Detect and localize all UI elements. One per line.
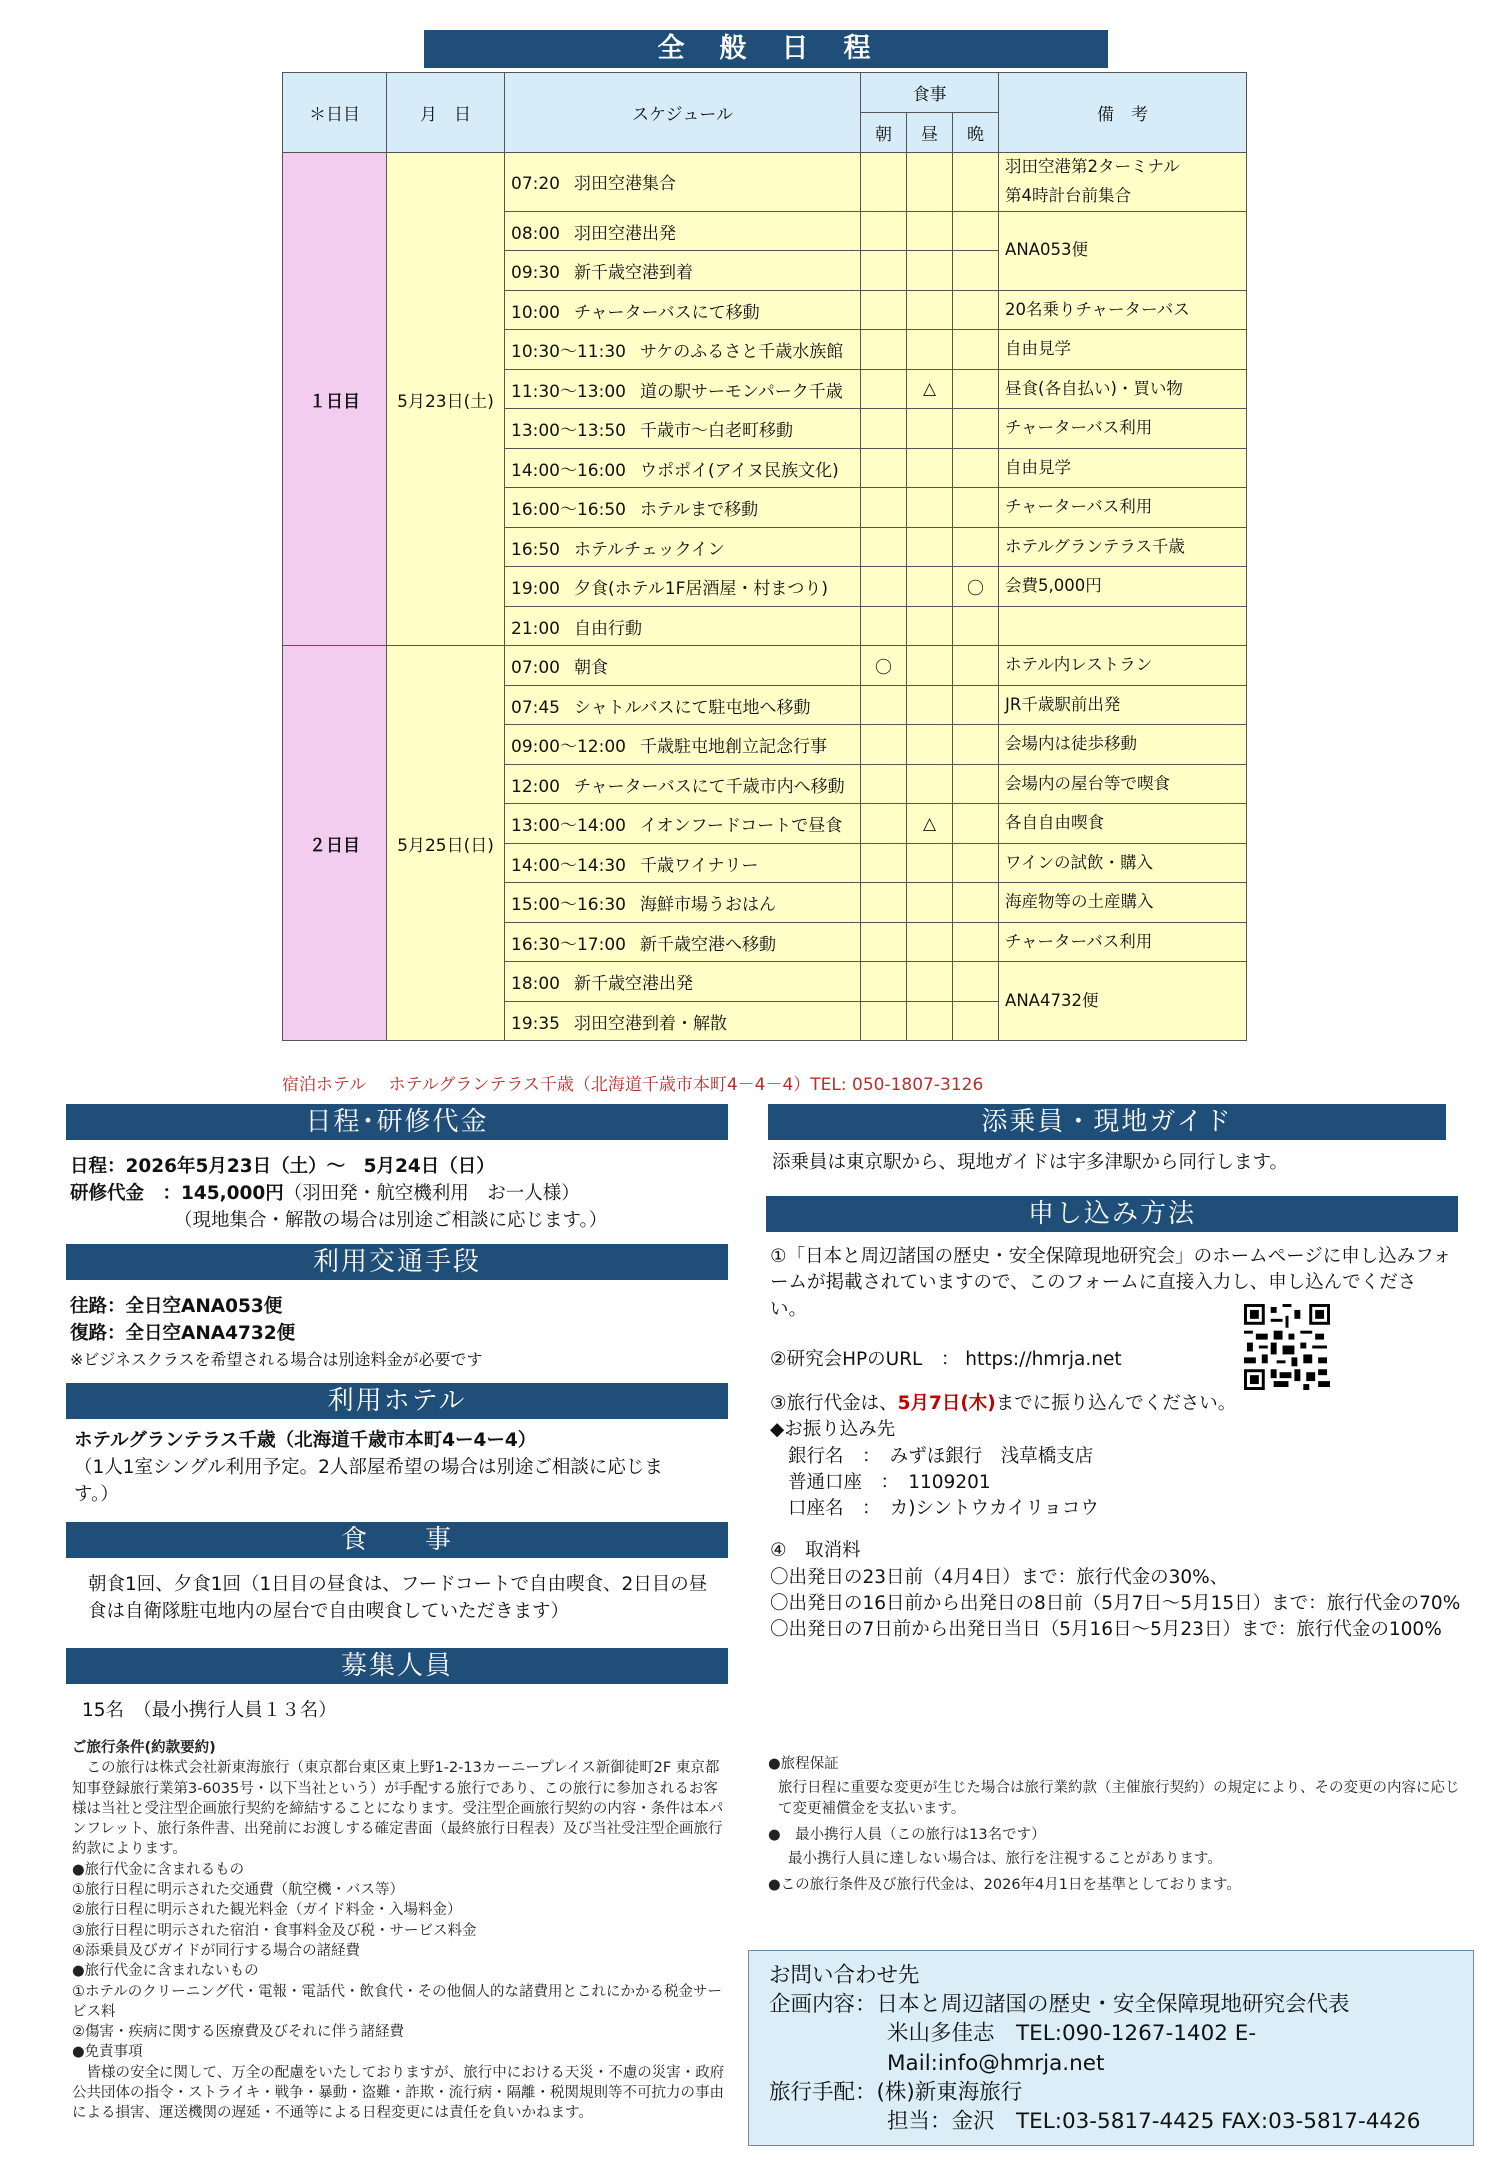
schedule-time: 10:30～11:30 (511, 342, 626, 362)
guarantee-heading: ●旅程保証 (768, 1756, 839, 1772)
meal-dinner (953, 409, 999, 449)
schedule-cell (505, 883, 861, 923)
day-date: 5月23日(土) (387, 153, 505, 646)
schedule-activity: 千歳市～白老町移動 (639, 421, 793, 441)
contact-heading: お問い合わせ先 (769, 1963, 920, 1988)
meal-dinner (953, 211, 999, 251)
cancel-rule-1: 〇出発日の23日前（4月4日）まで：旅行代金の30%、 (770, 1566, 1229, 1588)
schedule-time: 15:00～16:30 (511, 895, 626, 915)
planner-label: 企画内容： (769, 1992, 877, 2018)
schedule-cell (505, 290, 861, 330)
meal-breakfast (861, 488, 907, 528)
schedule-row (283, 153, 1247, 212)
payment-text-post: までに振り込んでください。 (995, 1393, 1237, 1415)
schedule-title: 全 般 日 程 (657, 33, 875, 64)
header-breakfast: 朝 (861, 113, 907, 153)
meal-lunch (907, 922, 953, 962)
schedule-time: 10:00 (511, 302, 560, 323)
hotel-name: ホテルグランテラス千歳（北海道千歳市本町4ー4ー4） (74, 1430, 537, 1451)
meal-dinner (953, 804, 999, 844)
schedule-note: チャーターバス利用 (999, 922, 1247, 962)
meal-dinner (953, 646, 999, 686)
meal-breakfast (861, 153, 907, 212)
meal-breakfast (861, 685, 907, 725)
included-heading: ●旅行代金に含まれるもの (72, 1861, 245, 1878)
schedule-cell (505, 725, 861, 765)
cancel-heading: ④ 取消料 (770, 1540, 861, 1562)
guarantee-text: 旅行日程に重要な変更が生じた場合は旅行業約款（主催旅行契約）の規定により、その変更の内容に応じて変更補償金を支払います。 (778, 1780, 1460, 1817)
schedule-cell (505, 251, 861, 291)
schedule-cell (505, 962, 861, 1002)
schedule-activity: 千歳ワイナリー (639, 855, 759, 876)
meal-breakfast (861, 843, 907, 883)
schedule-note: ワインの試飲・購入 (999, 843, 1247, 883)
meal-lunch (907, 606, 953, 646)
conditions-intro: この旅行は株式会社新東海旅行（東京都台東区東上野1-2-13カーニープレイス新御徒町2F 東京都知事登録旅行業第3-6035号・以下当社という）が手配する旅行であり、この旅行に参加されるお客様は当社と受注型企画旅行契約を締結することになります。受注型企画旅行契約の内容・条件は本パンフレット、旅行条件書、出発前にお渡しする確定書面（最終旅行日程表）及び当社受注型企画旅行約款によります。 (72, 1760, 724, 1858)
schedule-time: 18:00 (511, 974, 560, 994)
meal-breakfast (861, 290, 907, 330)
meal-lunch (907, 330, 953, 370)
schedule-cell (505, 409, 861, 449)
schedule-note (999, 606, 1247, 646)
meal-lunch (907, 843, 953, 883)
schedule-note: 自由見学 (999, 330, 1247, 370)
schedule-activity: ホテルまで移動 (639, 500, 759, 520)
website-url-link[interactable]: https://hmrja.net (965, 1348, 1122, 1370)
min-people-text: 最小携行人員に達しない場合は、旅行を注視することがあります。 (788, 1851, 1222, 1868)
header-dinner: 晩 (953, 113, 999, 153)
guide-section-title: 添乗員・現地ガイド (768, 1104, 1446, 1140)
schedule-cell (505, 606, 861, 646)
bank-holder: 口座名 ： カ)シントウカイリョコウ (788, 1498, 1099, 1520)
header-day: ＊日目 (283, 73, 387, 153)
meal-lunch (907, 527, 953, 567)
schedule-time: 19:35 (511, 1013, 560, 1034)
meal-dinner (953, 290, 999, 330)
included-item-2: ②旅行日程に明示された観光料金（ガイド料金・入場料金） (72, 1902, 462, 1919)
day-label: ２日目 (283, 646, 387, 1041)
schedule-activity: 道の駅サーモンパーク千歳 (639, 381, 843, 402)
schedule-cell (505, 153, 861, 212)
meal-breakfast (861, 606, 907, 646)
schedule-activity: 夕食(ホテル1F居酒屋・村まつり) (574, 579, 829, 599)
schedule-cell (505, 646, 861, 686)
schedule-activity: 新千歳空港出発 (574, 974, 693, 994)
meal-dinner (953, 369, 999, 409)
day-label: １日目 (283, 153, 387, 646)
contact-box (748, 1950, 1474, 2146)
excluded-heading: ●旅行代金に含まれないもの (72, 1963, 259, 1980)
meal-lunch (907, 567, 953, 607)
payment-text-pre: ③旅行代金は、 (770, 1393, 898, 1415)
planner-contact: 米山多佳志 TEL:090-1267-1402 E-Mail:info@hmrja.net (887, 2021, 1257, 2076)
excluded-item-2: ②傷害・疾病に関する医療費及びそれに伴う諸経費 (72, 2024, 404, 2041)
meal-dinner (953, 764, 999, 804)
meal-lunch (907, 883, 953, 923)
meal-breakfast (861, 409, 907, 449)
schedule-activity: 羽田空港集合 (574, 174, 676, 195)
schedule-note: 20名乗りチャーターバス (999, 290, 1247, 330)
schedule-activity: 千歳駐屯地創立記念行事 (639, 737, 827, 757)
schedule-activity: 羽田空港到着・解散 (574, 1013, 727, 1034)
apply-section (770, 1244, 1462, 1643)
schedule-cell (505, 843, 861, 883)
recruit-desc: 15名 （最小携行人員１３名） (82, 1700, 337, 1721)
schedule-cell (505, 527, 861, 567)
meal-breakfast: 〇 (861, 646, 907, 686)
schedule-note: 会費5,000円 (999, 567, 1247, 607)
schedule-activity: シャトルバスにて駐屯地へ移動 (574, 697, 811, 718)
apply-instructions: ①「日本と周辺諸国の歴史・安全保障現地研究会」のホームページに申し込みフォームが掲載されていますので、このフォームに直接入力し、申し込んでください。 (770, 1246, 1452, 1320)
meal-breakfast (861, 725, 907, 765)
schedule-time: 09:00～12:00 (511, 737, 626, 757)
excluded-item-1: ①ホテルのクリーニング代・電報・電話代・飲食代・その他個人的な諸費用とこれにかかる税金サービス料 (72, 1983, 722, 2020)
meal-lunch (907, 409, 953, 449)
min-people-heading: ● 最小携行人員（この旅行は13名です） (768, 1826, 1046, 1843)
schedule-time: 13:00～13:50 (511, 421, 626, 441)
conditions-heading: ご旅行条件(約款要約) (72, 1740, 216, 1756)
recruit-section-title: 募集人員 (66, 1648, 728, 1684)
meal-breakfast (861, 922, 907, 962)
bank-heading: ◆お振り込み先 (770, 1419, 896, 1441)
meal-dinner (953, 527, 999, 567)
meal-dinner (953, 962, 999, 1002)
hotel-desc: （1人1室シングル利用予定。2人部屋希望の場合は別途ご相談に応じます。） (74, 1456, 663, 1505)
schedule-activity: 羽田空港出発 (574, 223, 676, 244)
meal-lunch (907, 448, 953, 488)
transport-section (70, 1294, 730, 1371)
meal-breakfast (861, 1001, 907, 1041)
cancel-rule-2: 〇出発日の16日前から出発日の8日前（5月7日～5月15日）まで：旅行代金の70% (770, 1592, 1461, 1614)
schedule-activity: 新千歳空港到着 (574, 263, 693, 283)
hotel-section-title: 利用ホテル (66, 1383, 728, 1419)
meal-breakfast (861, 962, 907, 1002)
agent-org: (株)新東海旅行 (876, 2079, 1023, 2105)
meal-dinner (953, 1001, 999, 1041)
fee-value: ：145,000円 (162, 1182, 284, 1204)
meal-lunch (907, 251, 953, 291)
meal-lunch (907, 211, 953, 251)
included-item-3: ③旅行日程に明示された宿泊・食事料金及び税・サービス料金 (72, 1922, 477, 1939)
meal-breakfast (861, 764, 907, 804)
business-class-note: ※ビジネスクラスを希望される場合は別途料金が必要です (70, 1349, 483, 1369)
agent-label: 旅行手配： (769, 2079, 877, 2105)
schedule-note: ANA053便 (999, 211, 1247, 290)
schedule-note: 会場内の屋台等で喫食 (999, 764, 1247, 804)
meal-lunch: △ (907, 369, 953, 409)
meal-lunch (907, 153, 953, 212)
header-lunch: 昼 (907, 113, 953, 153)
meal-dinner: 〇 (953, 567, 999, 607)
schedule-time: 08:00 (511, 223, 560, 244)
meal-breakfast (861, 804, 907, 844)
day-date: 5月25日(日) (387, 646, 505, 1041)
fee-note: （羽田発・航空機利用 お一人様） (283, 1182, 580, 1204)
schedule-note: 海産物等の土産購入 (999, 883, 1247, 923)
schedule-note: チャーターバス利用 (999, 409, 1247, 449)
schedule-time: 09:30 (511, 263, 560, 283)
schedule-cell (505, 1001, 861, 1041)
schedule-cell (505, 922, 861, 962)
schedule-body (283, 153, 1247, 1041)
meal-lunch (907, 962, 953, 1002)
meal-breakfast (861, 883, 907, 923)
schedule-time: 07:45 (511, 697, 560, 718)
schedule-cell (505, 764, 861, 804)
immunity-text: 皆様の安全に関して、万全の配慮をいたしておりますが、旅行中における天災・不慮の災害・政府公共団体の指令・ストライキ・戦争・暴動・盗難・詐欺・流行病・隔離・税関規則等不可抗力の事由による損害、運送機関の遅延・不通等による日程変更には責任を負いかねます。 (72, 2064, 725, 2122)
meals-desc: 朝食1回、夕食1回（1日目の昼食は、フードコートで自由喫食、2日目の昼食は自衛隊駐屯地内の屋台で自由喫食していただきます） (88, 1574, 708, 1622)
schedule-note: 会場内は徒歩移動 (999, 725, 1247, 765)
planner-org: 日本と周辺諸国の歴史・安全保障現地研究会代表 (876, 1992, 1350, 2018)
schedule-table (282, 72, 1247, 1041)
meal-dinner (953, 251, 999, 291)
schedule-time: 21:00 (511, 618, 560, 639)
guarantee-section (768, 1754, 1468, 1896)
meal-dinner (953, 448, 999, 488)
meal-dinner (953, 488, 999, 528)
header-notes: 備 考 (999, 73, 1247, 153)
schedule-time: 14:00～14:30 (511, 855, 626, 876)
bank-name: 銀行名 ： みずほ銀行 浅草橋支店 (788, 1445, 1094, 1467)
cancel-rule-3: 〇出発日の7日前から出発日当日（5月16日～5月23日）まで：旅行代金の100% (770, 1619, 1442, 1641)
meal-lunch (907, 725, 953, 765)
header-meals: 食事 (861, 73, 999, 113)
meal-lunch (907, 646, 953, 686)
schedule-activity: ホテルチェックイン (574, 539, 725, 560)
schedule-time: 11:30～13:00 (511, 381, 626, 402)
schedule-activity: 自由行動 (574, 618, 642, 639)
meal-lunch (907, 764, 953, 804)
agent-contact: 担当：金沢 TEL:03-5817-4425 FAX:03-5817-4426 (887, 2109, 1421, 2135)
schedule-cell (505, 804, 861, 844)
meal-dinner (953, 153, 999, 212)
schedule-note: 各自自由喫食 (999, 804, 1247, 844)
fee-local-note: （現地集合・解散の場合は別途ご相談に応じます。） (174, 1209, 608, 1231)
meal-dinner (953, 330, 999, 370)
schedule-note: 羽田空港第2ターミナル 第4時計台前集合 (999, 153, 1247, 212)
schedule-activity: チャーターバスにて千歳市内へ移動 (574, 776, 845, 797)
guide-desc: 添乗員は東京駅から、現地ガイドは宇多津駅から同行します。 (772, 1152, 1288, 1173)
meal-dinner (953, 883, 999, 923)
hotel-section (74, 1428, 674, 1508)
url-label: ②研究会HPのURL ： (770, 1348, 960, 1370)
meal-breakfast (861, 448, 907, 488)
meal-lunch: △ (907, 804, 953, 844)
schedule-note: ANA4732便 (999, 962, 1247, 1041)
schedule-cell (505, 567, 861, 607)
header-date: 月 日 (387, 73, 505, 153)
schedule-cell (505, 369, 861, 409)
meal-dinner (953, 685, 999, 725)
schedule-time: 19:00 (511, 579, 560, 599)
schedule-activity: チャーターバスにて移動 (574, 302, 760, 323)
meal-breakfast (861, 527, 907, 567)
schedule-activity: イオンフードコートで昼食 (639, 816, 843, 836)
schedule-note: 昼食(各自払い)・買い物 (999, 369, 1247, 409)
payment-deadline: 5月7日(木) (897, 1393, 996, 1415)
schedule-time: 14:00～16:00 (511, 460, 626, 481)
schedule-time: 16:30～17:00 (511, 934, 626, 955)
transport-section-title: 利用交通手段 (66, 1244, 728, 1280)
schedule-time: 07:00 (511, 658, 560, 678)
return-flight: 復路：全日空ANA4732便 (70, 1322, 296, 1344)
meal-lunch (907, 290, 953, 330)
schedule-cell (505, 685, 861, 725)
schedule-time: 16:00～16:50 (511, 500, 626, 520)
included-item-1: ①旅行日程に明示された交通費（航空機・バス等） (72, 1882, 404, 1899)
apply-section-title: 申し込み方法 (766, 1196, 1458, 1232)
meals-section-title: 食 事 (66, 1522, 728, 1558)
meal-lunch (907, 488, 953, 528)
header-schedule: スケジュール (505, 73, 861, 153)
meal-dinner (953, 843, 999, 883)
schedule-activity: 海鮮市場うおはん (639, 895, 776, 915)
meal-lunch (907, 685, 953, 725)
meal-dinner (953, 922, 999, 962)
meal-lunch (907, 1001, 953, 1041)
meal-breakfast (861, 369, 907, 409)
schedule-time: 07:20 (511, 174, 560, 195)
hotel-info-line: 宿泊ホテル ホテルグランテラス千歳（北海道千歳市本町4－4－4）TEL: 050-1807-3126 (282, 1075, 984, 1095)
meal-dinner (953, 725, 999, 765)
meal-breakfast (861, 567, 907, 607)
fee-section-title: 日程･研修代金 (66, 1104, 728, 1140)
included-item-4: ④添乗員及びガイドが同行する場合の諸経費 (72, 1942, 361, 1959)
schedule-note: チャーターバス利用 (999, 488, 1247, 528)
schedule-time: 12:00 (511, 776, 560, 797)
meal-breakfast (861, 330, 907, 370)
bank-account: 普通口座 ： 1109201 (788, 1471, 991, 1493)
schedule-cell (505, 488, 861, 528)
meal-breakfast (861, 251, 907, 291)
travel-conditions (72, 1738, 730, 2124)
schedule-cell (505, 330, 861, 370)
qr-code-icon[interactable] (1244, 1304, 1330, 1390)
schedule-row (283, 646, 1247, 686)
schedule-time: 16:50 (511, 539, 560, 560)
base-date-note: ●この旅行条件及び旅行代金は、2026年4月1日を基準としております。 (768, 1877, 1241, 1894)
meal-breakfast (861, 211, 907, 251)
schedule-note: JR千歳駅前出発 (999, 685, 1247, 725)
schedule-activity: サケのふるさと千歳水族館 (639, 342, 844, 362)
schedule-dates: ：2026年5月23日（土）～ 5月24日（日） (107, 1156, 495, 1177)
schedule-note: ホテルグランテラス千歳 (999, 527, 1247, 567)
schedule-cell (505, 211, 861, 251)
meal-dinner (953, 606, 999, 646)
immunity-heading: ●免責事項 (72, 2044, 143, 2061)
schedule-activity: ウポポイ(アイヌ民族文化) (639, 460, 839, 481)
outbound-flight: 往路：全日空ANA053便 (70, 1296, 283, 1317)
schedule-activity: 朝食 (574, 658, 608, 678)
schedule-activity: 新千歳空港へ移動 (639, 934, 776, 955)
schedule-note: 自由見学 (999, 448, 1247, 488)
schedule-cell (505, 448, 861, 488)
schedule-note: ホテル内レストラン (999, 646, 1247, 686)
schedule-time: 13:00～14:00 (511, 816, 626, 836)
schedule-label: 日程 (70, 1156, 108, 1177)
fee-label: 研修代金 (70, 1182, 145, 1204)
fee-section (70, 1154, 730, 1234)
schedule-title-banner (424, 30, 1108, 68)
